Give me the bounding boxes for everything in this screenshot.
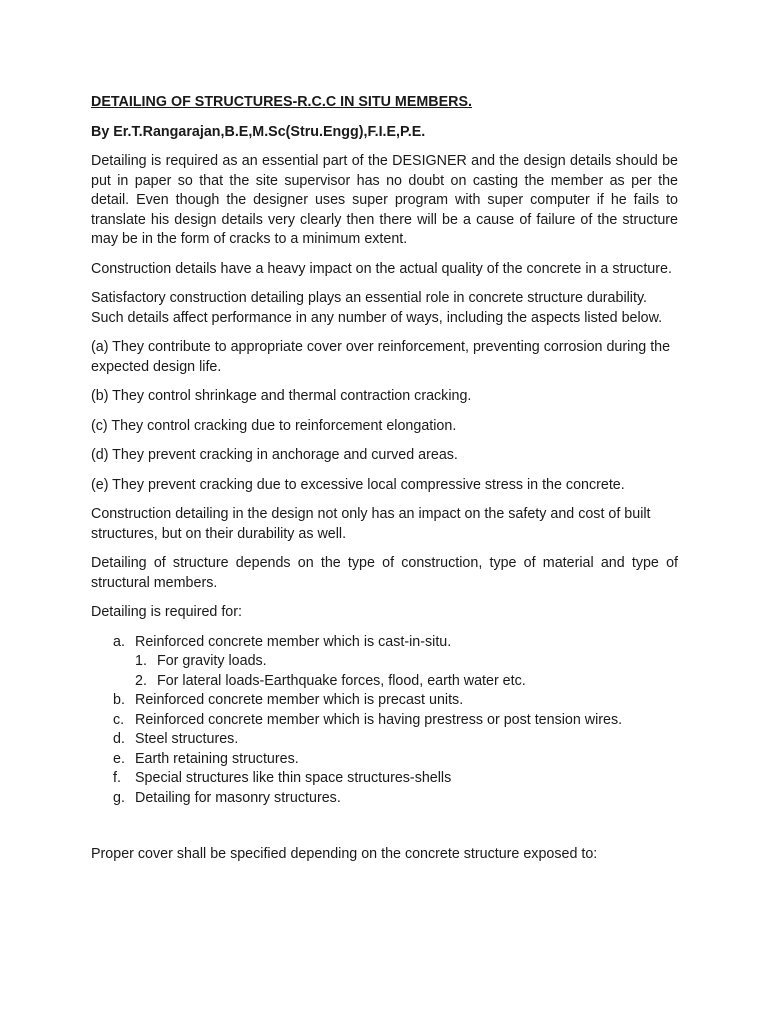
list-item-text: Reinforced concrete member which is cast-in-situ. [135,633,452,650]
paragraph-safety-cost: Construction detailing in the design not only has an impact on the safety and cost of built structures, but on their durability as well. [91,506,651,542]
paragraph-aspect-b: (b) They control shrinkage and thermal contraction cracking. [91,388,472,404]
list-item [91,633,678,692]
paragraph-satisfactory-detailing: Satisfactory construction detailing plays an essential role in concrete structure durability. Such details affect performance in any number of ways, including the aspects listed below. [91,290,663,326]
list-marker: g. [113,789,125,806]
list-marker: a. [113,633,125,650]
sub-list-item [135,652,678,672]
list-item [91,691,678,711]
paragraph-aspect-c: (c) They control cracking due to reinforcement elongation. [91,417,457,434]
document-title: DETAILING OF STRUCTURES-R.C.C IN SITU MEMBERS. [91,94,472,110]
list-marker: e. [113,750,125,767]
list-marker: c. [113,711,125,728]
detailing-list [91,633,678,809]
sub-list-item-text: For gravity loads. [157,653,267,669]
list-item [91,711,678,731]
paragraph-depends-on: Detailing of structure depends on the type of construction, type of material and type of structural members. [91,555,678,591]
list-item-text: Reinforced concrete member which is having prestress or post tension wires. [135,711,623,728]
paragraph-intro: Detailing is required as an essential part of the DESIGNER and the design details should be put in paper so that the site supervisor has no doubt on casting the member as per the detail. Even though the designer uses super program with super computer if he fails to translate his design details very clearly then there will be a cause of failure of the structure may be in the form of cracks to a minimum extent. [91,153,678,247]
sub-list [135,652,678,691]
list-marker: f. [113,770,121,786]
paragraph-required-for: Detailing is required for: [91,604,242,620]
paragraph-proper-cover: Proper cover shall be specified depending on the concrete structure exposed to: [91,846,598,862]
list-item [91,769,678,789]
list-item-text: Special structures like thin space structures-shells [135,770,452,786]
list-marker: b. [113,692,125,708]
paragraph-aspect-e: (e) They prevent cracking due to excessive local compressive stress in the concrete. [91,476,625,493]
list-item [91,789,678,809]
sub-list-item [135,672,678,692]
paragraph-aspect-d: (d) They prevent cracking in anchorage and curved areas. [91,447,458,463]
sub-list-item-text: For lateral loads-Earthquake forces, flood, earth water etc. [157,672,526,689]
list-item-text: Earth retaining structures. [135,750,299,767]
list-item [91,730,678,750]
author-byline: By Er.T.Rangarajan,B.E,M.Sc(Stru.Engg),F.I.E,P.E. [91,123,426,140]
list-marker: d. [113,731,125,747]
list-item-text: Reinforced concrete member which is precast units. [135,692,464,708]
list-item-text: Detailing for masonry structures. [135,789,341,806]
spacer [91,808,678,845]
sub-list-marker: 2. [135,672,147,689]
list-item [91,750,678,770]
sub-list-marker: 1. [135,653,147,669]
list-item-text: Steel structures. [135,731,239,747]
paragraph-aspect-a: (a) They contribute to appropriate cover over reinforcement, preventing corrosion during the expected design life. [91,339,671,375]
paragraph-construction-details: Construction details have a heavy impact on the actual quality of the concrete in a structure. [91,260,672,277]
